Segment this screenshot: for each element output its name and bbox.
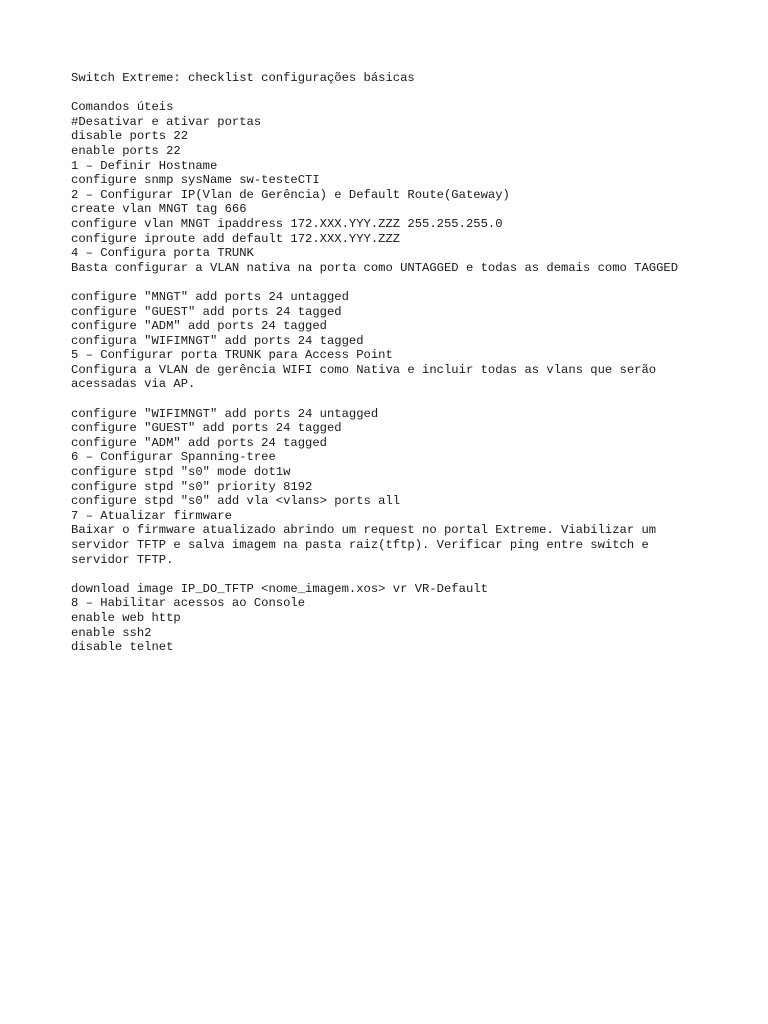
section-description: Configura a VLAN de gerência WIFI como Nativa e incluir todas as vlans que serão acessadas via AP.: [71, 362, 664, 392]
document-page: [71, 71, 751, 655]
command-line: configure vlan MNGT ipaddress 172.XXX.YYY.ZZZ 255.255.255.0: [71, 216, 503, 231]
command-line: configure snmp sysName sw-testeCTI: [71, 173, 320, 188]
command-line: configure "ADM" add ports 24 tagged: [71, 435, 327, 450]
section-description: Basta configurar a VLAN nativa na porta como UNTAGGED e todas as demais como TAGGED: [71, 260, 679, 275]
command-line: enable web http: [71, 610, 181, 625]
command-line: disable telnet: [71, 640, 174, 655]
spacer: [71, 392, 751, 407]
command-line: configure iproute add default 172.XXX.YYY.ZZZ: [71, 231, 401, 246]
intro-text: Comandos úteis: [71, 100, 174, 115]
section-heading: #Desativar e ativar portas: [71, 114, 262, 129]
command-line: configure "ADM" add ports 24 tagged: [71, 319, 327, 334]
command-line: create vlan MNGT tag 666: [71, 202, 247, 217]
command-line: configure stpd "s0" priority 8192: [71, 479, 313, 494]
command-line: disable ports 22: [71, 129, 189, 144]
spacer: [71, 275, 751, 290]
command-line: configure stpd "s0" add vla <vlans> ports all: [71, 494, 401, 509]
section-heading: 7 – Atualizar firmware: [71, 508, 232, 523]
command-line: download image IP_DO_TFTP <nome_imagem.xos> vr VR-Default: [71, 581, 488, 596]
command-line: enable ssh2: [71, 625, 152, 640]
document-title: Switch Extreme: checklist configurações básicas: [71, 71, 415, 85]
command-line: configure stpd "s0" mode dot1w: [71, 465, 291, 480]
command-line: configure "GUEST" add ports 24 tagged: [71, 421, 342, 436]
section-heading: 4 – Configura porta TRUNK: [71, 246, 254, 261]
section-heading: 8 – Habilitar acessos ao Console: [71, 596, 306, 611]
spacer: [71, 86, 751, 101]
command-line: configure "WIFIMNGT" add ports 24 untagged: [71, 406, 379, 421]
section-description: Baixar o firmware atualizado abrindo um request no portal Extreme. Viabilizar um servidor TFTP e salva imagem na pasta raiz(tftp). Verificar ping entre switch e servidor TFTP.: [71, 523, 664, 567]
command-line: configure "GUEST" add ports 24 tagged: [71, 304, 342, 319]
command-line: configura "WIFIMNGT" add ports 24 tagged: [71, 333, 364, 348]
section-heading: 6 – Configurar Spanning-tree: [71, 450, 276, 465]
command-line: enable ports 22: [71, 143, 181, 158]
spacer: [71, 567, 751, 582]
command-line: configure "MNGT" add ports 24 untagged: [71, 289, 349, 304]
section-heading: 2 – Configurar IP(Vlan de Gerência) e Default Route(Gateway): [71, 187, 510, 202]
section-heading: 5 – Configurar porta TRUNK para Access Point: [71, 348, 393, 363]
section-heading: 1 – Definir Hostname: [71, 158, 218, 173]
